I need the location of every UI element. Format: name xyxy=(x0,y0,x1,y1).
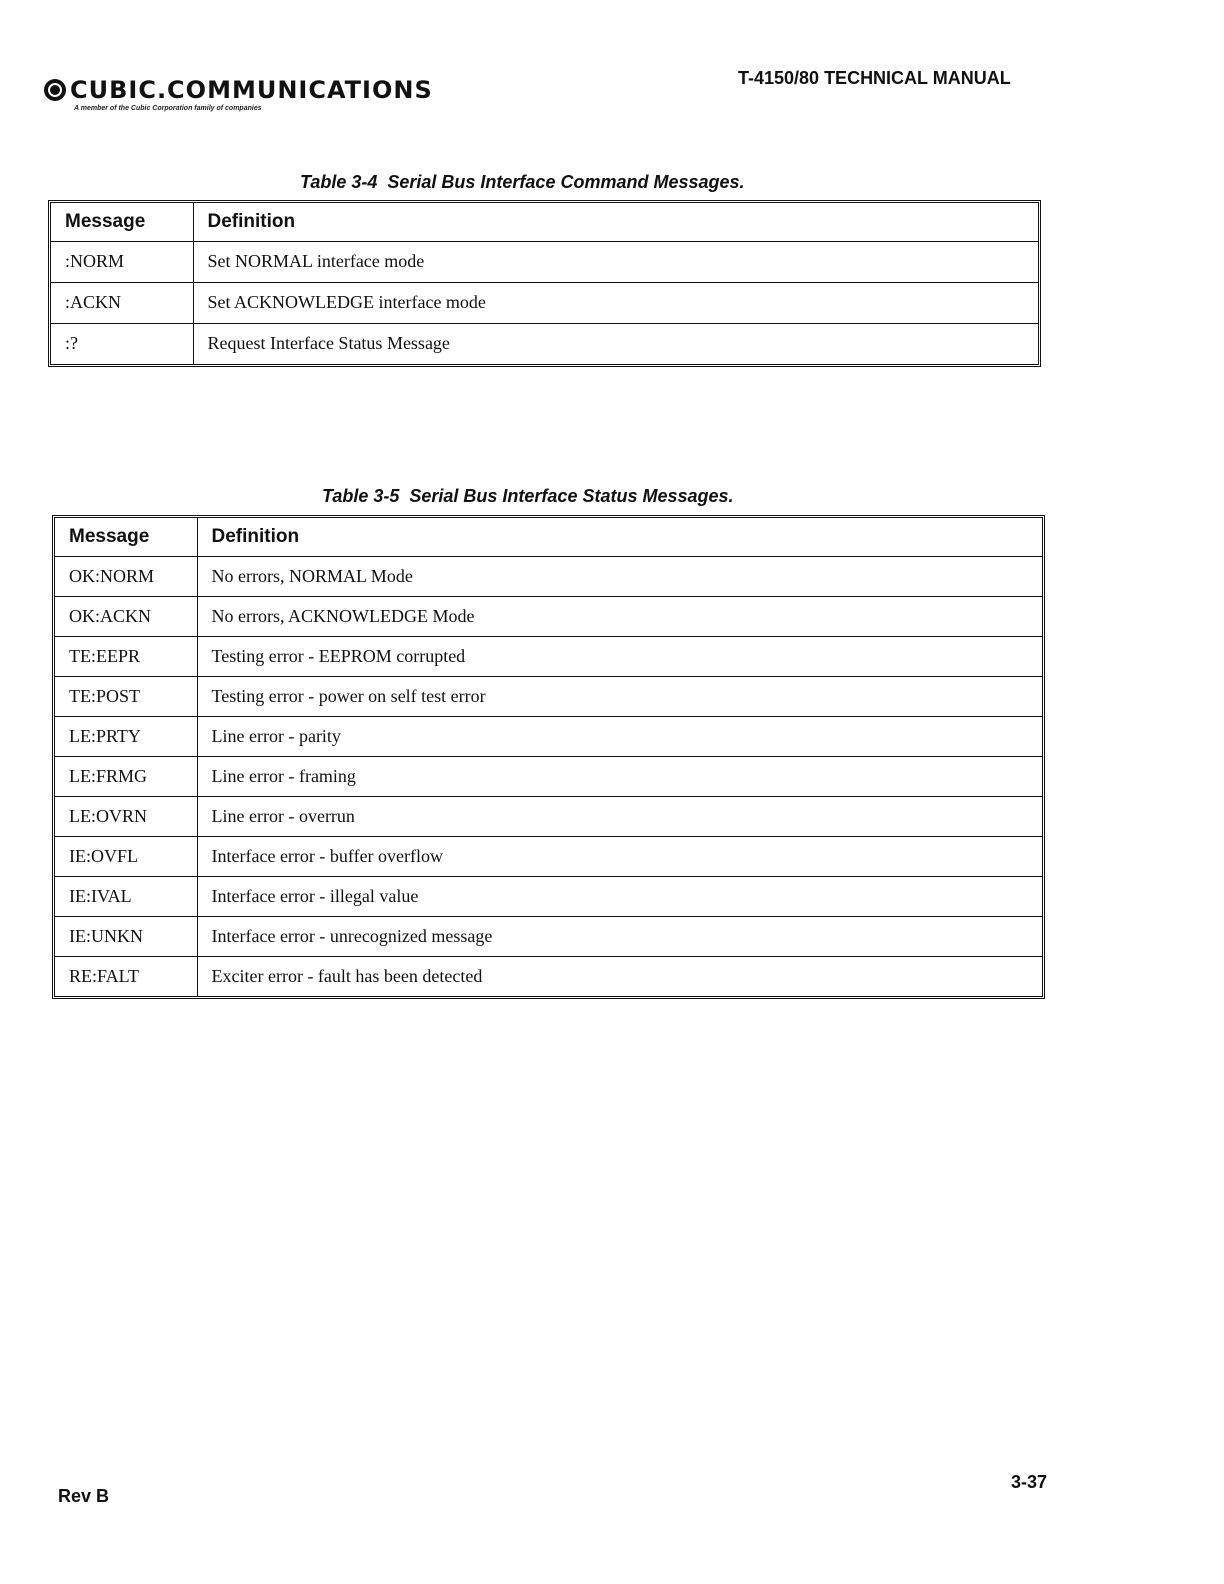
message-cell: IE:IVAL xyxy=(55,876,197,916)
company-tagline: A member of the Cubic Corporation family of companies xyxy=(74,105,262,112)
header-message: Message xyxy=(51,203,193,241)
cubic-logo-icon xyxy=(44,79,66,101)
table-row xyxy=(55,716,1042,756)
definition-cell: No errors, NORMAL Mode xyxy=(197,556,1042,596)
table-row xyxy=(51,241,1038,282)
table-3-4-caption xyxy=(300,172,745,193)
message-cell: LE:PRTY xyxy=(55,716,197,756)
caption-number: Table 3-5 xyxy=(322,486,400,506)
table-row xyxy=(55,676,1042,716)
table-header-row xyxy=(55,518,1042,556)
message-cell: TE:POST xyxy=(55,676,197,716)
table-row xyxy=(55,636,1042,676)
caption-title: Serial Bus Interface Status Messages. xyxy=(409,486,734,506)
message-cell: LE:FRMG xyxy=(55,756,197,796)
definition-cell: Line error - parity xyxy=(197,716,1042,756)
header-message: Message xyxy=(55,518,197,556)
message-cell: :NORM xyxy=(51,241,193,282)
message-cell: TE:EEPR xyxy=(55,636,197,676)
message-cell: :? xyxy=(51,323,193,364)
message-cell: OK:ACKN xyxy=(55,596,197,636)
table-row xyxy=(55,836,1042,876)
table-3-5-caption xyxy=(322,486,734,507)
message-cell: RE:FALT xyxy=(55,956,197,996)
status-messages-table xyxy=(52,515,1045,999)
company-logo xyxy=(44,76,433,112)
revision-label: Rev B xyxy=(58,1486,110,1506)
definition-cell: Set ACKNOWLEDGE interface mode xyxy=(193,282,1038,323)
table-row xyxy=(55,916,1042,956)
message-cell: :ACKN xyxy=(51,282,193,323)
caption-title: Serial Bus Interface Command Messages. xyxy=(387,172,745,192)
table-row xyxy=(55,596,1042,636)
command-messages-table xyxy=(48,200,1041,367)
definition-cell: Interface error - illegal value xyxy=(197,876,1042,916)
definition-cell: Interface error - buffer overflow xyxy=(197,836,1042,876)
table-row xyxy=(55,956,1042,996)
header-definition: Definition xyxy=(197,518,1042,556)
table-header-row xyxy=(51,203,1038,241)
message-cell: IE:OVFL xyxy=(55,836,197,876)
table-row xyxy=(55,556,1042,596)
table-row xyxy=(55,876,1042,916)
manual-title: T-4150/80 TECHNICAL MANUAL xyxy=(738,68,1011,88)
definition-cell: No errors, ACKNOWLEDGE Mode xyxy=(197,596,1042,636)
table-row xyxy=(55,756,1042,796)
table-row xyxy=(55,796,1042,836)
definition-cell: Interface error - unrecognized message xyxy=(197,916,1042,956)
definition-cell: Testing error - EEPROM corrupted xyxy=(197,636,1042,676)
table-row xyxy=(51,282,1038,323)
definition-cell: Exciter error - fault has been detected xyxy=(211,965,483,986)
definition-cell: Line error - overrun xyxy=(197,796,1042,836)
message-cell: OK:NORM xyxy=(55,556,197,596)
definition-cell: Set NORMAL interface mode xyxy=(193,241,1038,282)
message-cell: IE:UNKN xyxy=(55,916,197,956)
header-definition: Definition xyxy=(193,203,1038,241)
definition-cell: Testing error - power on self test error xyxy=(197,676,1042,716)
message-cell: LE:OVRN xyxy=(55,796,197,836)
caption-number: Table 3-4 xyxy=(300,172,378,192)
definition-cell: Request Interface Status Message xyxy=(207,333,450,354)
company-name: CUBIC.COMMUNICATIONS xyxy=(70,76,433,104)
page-number: 3-37 xyxy=(1011,1472,1048,1492)
table-row xyxy=(51,323,1038,364)
definition-cell: Line error - framing xyxy=(197,756,1042,796)
